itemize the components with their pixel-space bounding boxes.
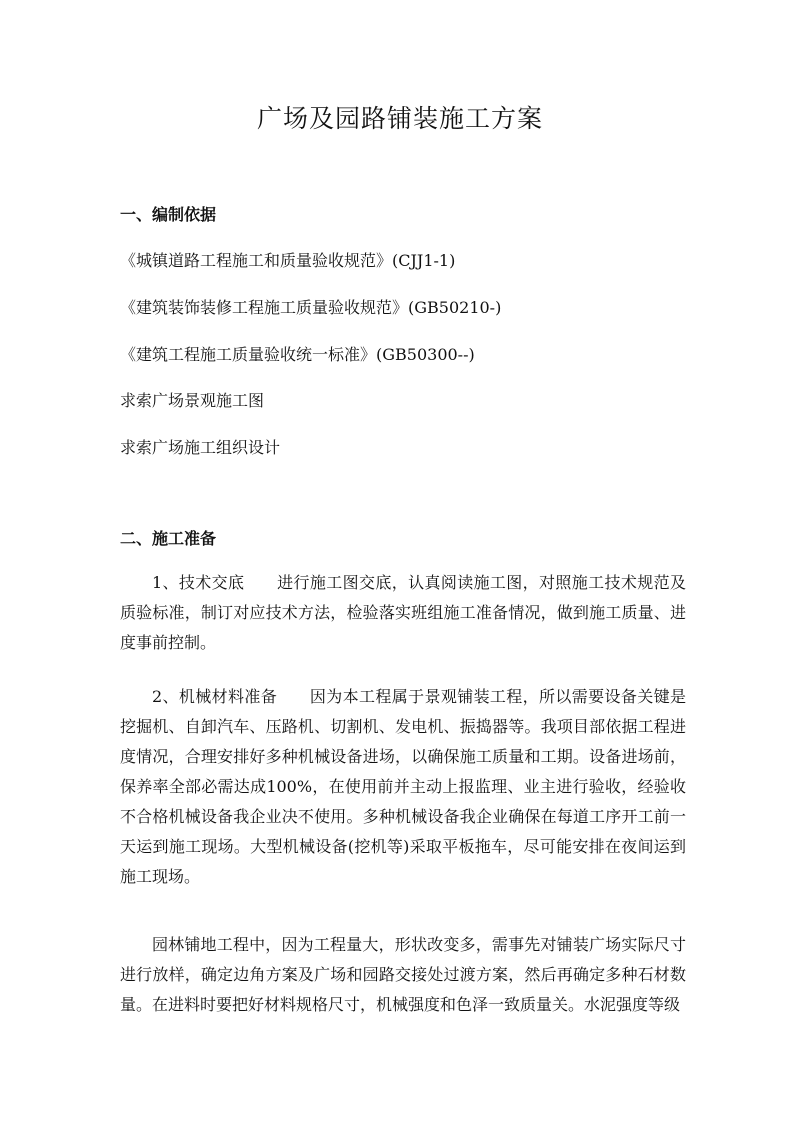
basis-item-3: 《建筑工程施工质量验收统一标准》(GB50300--): [120, 345, 475, 364]
paragraph-machinery-materials: 2、机械材料准备 因为本工程属于景观铺装工程，所以需要设备关键是挖掘机、自卸汽车、压路机、切割机、发电机、振捣器等。我项目部依据工程进度情况，合理安排好多种机械设备进场，以确保施工质量和工期。设备进场前，保养率全部必需达成100%，在使用前并主动上报监理、业主进行验收，经验收不合格机械设备我企业决不使用。多种机械设备我企业确保在每道工序开工前一天运到施工现场。大型机械设备(挖机等)采取平板拖车，尽可能安排在夜间运到施工现场。: [120, 687, 686, 886]
basis-item-5: 求索广场施工组织设计: [120, 438, 281, 457]
basis-item-1: 《城镇道路工程施工和质量验收规范》(CJJ1-1): [120, 251, 456, 270]
basis-item-4: 求索广场景观施工图: [120, 391, 265, 410]
document-title: 广场及园路铺装施工方案: [256, 104, 543, 133]
paragraph-technical-briefing: 1、技术交底 进行施工图交底，认真阅读施工图，对照施工技术规范及质验标准，制订对应技术方法，检验落实班组施工准备情况，做到施工质量、进度事前控制。: [120, 573, 686, 652]
paragraph-paving-works: 园林铺地工程中，因为工程量大，形状改变多，需事先对铺装广场实际尺寸进行放样，确定边角方案及广场和园路交接处过渡方案，然后再确定多种石材数量。在进料时要把好材料规格尺寸，机械强度和色泽一致质量关。水泥强度等级: [120, 935, 686, 1014]
basis-item-2: 《建筑装饰装修工程施工质量验收规范》(GB50210-): [120, 298, 502, 317]
section-heading-preparation: 二、施工准备: [120, 529, 217, 548]
section-heading-basis: 一、编制依据: [120, 205, 217, 224]
